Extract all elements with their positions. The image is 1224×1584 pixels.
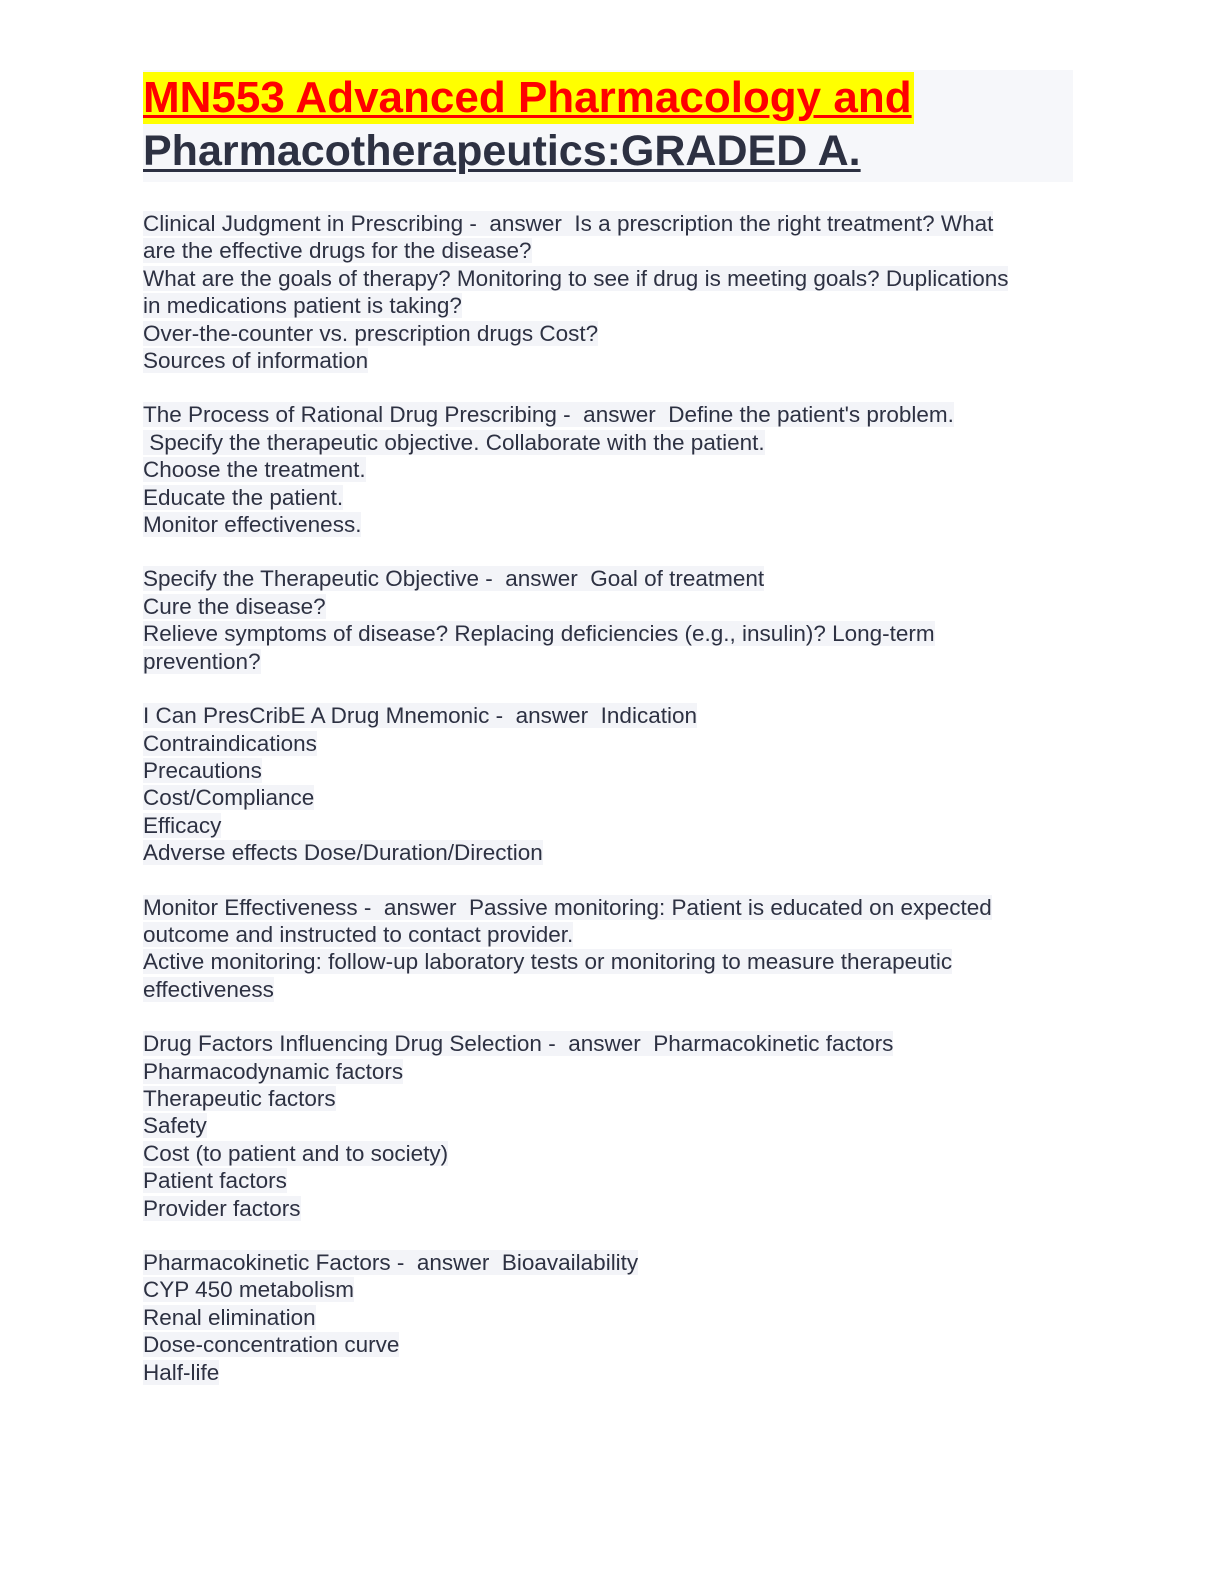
line-text: Contraindications [143, 730, 317, 756]
entry-answer-line [143, 620, 1073, 647]
entry-answer-line [143, 511, 1073, 538]
entry-term-line [143, 401, 1073, 428]
flashcard-entry [143, 210, 1073, 374]
entry-answer-line [143, 1140, 1073, 1167]
line-text: Clinical Judgment in Prescribing - answer Is a prescription the right treatment? What [143, 211, 994, 236]
line-text: I Can PresCribE A Drug Mnemonic - answer Indication [143, 703, 697, 729]
flashcard-entry [143, 401, 1073, 538]
line-text: Specify the Therapeutic Objective - answer Goal of treatment [143, 566, 765, 592]
entry-answer-line [143, 1359, 1073, 1386]
line-text: Cure the disease? [143, 593, 326, 619]
line-text: Pharmacokinetic Factors - answer Bioavailability [143, 1250, 639, 1275]
entry-answer-line [143, 784, 1073, 811]
entry-answer-line [143, 456, 1073, 483]
entry-term-line [143, 565, 1073, 592]
line-text: Monitor Effectiveness - answer Passive monitoring: Patient is educated on expected [143, 894, 992, 920]
line-text: Drug Factors Influencing Drug Selection - answer Pharmacokinetic factors [143, 1031, 894, 1057]
entry-answer-line [143, 1167, 1073, 1194]
line-text: Dose-concentration curve [143, 1332, 400, 1358]
entry-answer-line [143, 648, 1073, 675]
line-text: Adverse effects Dose/Duration/Direction [143, 840, 543, 866]
entry-answer-line [143, 1276, 1073, 1303]
line-text: Pharmacodynamic factors [143, 1058, 404, 1084]
flashcard-entry [143, 1249, 1073, 1386]
flashcard-entry [143, 894, 1073, 1004]
line-text: What are the goals of therapy? Monitoring to see if drug is meeting goals? Duplications [143, 265, 1009, 291]
entry-answer-line [143, 1112, 1073, 1139]
line-text: Precautions [143, 757, 262, 783]
flashcard-entry [143, 1030, 1073, 1222]
line-text: Over-the-counter vs. prescription drugs Cost? [143, 320, 599, 346]
line-text: in medications patient is taking? [143, 293, 462, 319]
entry-term-line [143, 1249, 1073, 1276]
line-text: Educate the patient. [143, 484, 344, 510]
entry-term-line [143, 210, 1073, 237]
line-text: Monitor effectiveness. [143, 512, 362, 538]
line-text: Relieve symptoms of disease? Replacing deficiencies (e.g., insulin)? Long-term [143, 621, 935, 647]
line-text: are the effective drugs for the disease? [143, 238, 532, 264]
line-text: Provider factors [143, 1195, 301, 1221]
line-text: Cost/Compliance [143, 785, 315, 811]
line-text: Sources of information [143, 348, 369, 374]
entry-answer-line [143, 429, 1073, 456]
entry-answer-line [143, 593, 1073, 620]
line-text: outcome and instructed to contact provider. [143, 921, 574, 947]
entry-answer-line [143, 730, 1073, 757]
title-line-2: Pharmacotherapeutics:GRADED A. [143, 127, 861, 175]
line-text: The Process of Rational Drug Prescribing - answer Define the patient's problem. [143, 402, 954, 428]
entry-answer-line [143, 347, 1073, 374]
document-page [143, 70, 1073, 1413]
line-text: Cost (to patient and to society) [143, 1140, 449, 1166]
title-line-1: MN553 Advanced Pharmacology and [143, 73, 912, 122]
line-text: prevention? [143, 648, 261, 674]
document-title [143, 70, 1073, 182]
entry-answer-line [143, 812, 1073, 839]
line-text: Active monitoring: follow-up laboratory tests or monitoring to measure therapeutic [143, 949, 953, 975]
entry-answer-line [143, 976, 1073, 1003]
line-text: Safety [143, 1113, 207, 1139]
line-text: Therapeutic factors [143, 1085, 336, 1111]
line-text: Half-life [143, 1359, 220, 1385]
line-text: Specify the therapeutic objective. Collaborate with the patient. [143, 429, 765, 455]
entry-answer-line [143, 839, 1073, 866]
entry-answer-line [143, 292, 1073, 319]
line-text: Renal elimination [143, 1304, 316, 1330]
entry-answer-line [143, 1085, 1073, 1112]
entry-answer-line [143, 320, 1073, 347]
entry-answer-line [143, 1195, 1073, 1222]
entry-term-line [143, 894, 1073, 921]
entry-answer-line [143, 265, 1073, 292]
line-text: effectiveness [143, 976, 274, 1002]
entry-term-line [143, 702, 1073, 729]
entry-term-line [143, 1030, 1073, 1057]
flashcard-list [143, 210, 1073, 1386]
entry-answer-line [143, 1304, 1073, 1331]
flashcard-entry [143, 702, 1073, 866]
entry-answer-line [143, 948, 1073, 975]
line-text: Choose the treatment. [143, 457, 366, 483]
entry-answer-line [143, 1058, 1073, 1085]
entry-answer-line [143, 757, 1073, 784]
flashcard-entry [143, 565, 1073, 675]
entry-answer-line [143, 484, 1073, 511]
entry-answer-line [143, 921, 1073, 948]
entry-answer-line [143, 1331, 1073, 1358]
line-text: Efficacy [143, 812, 222, 838]
entry-answer-line [143, 237, 1073, 264]
line-text: Patient factors [143, 1168, 287, 1194]
line-text: CYP 450 metabolism [143, 1277, 354, 1303]
